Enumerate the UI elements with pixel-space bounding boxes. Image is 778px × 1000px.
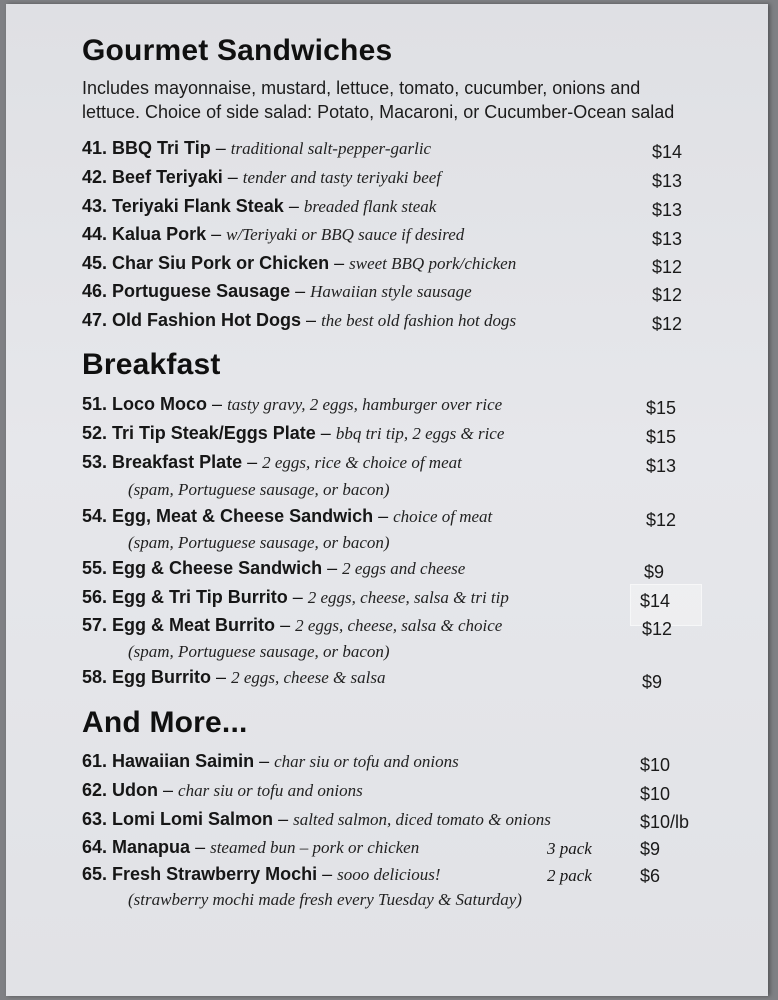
item-name: Egg & Tri Tip Burrito (112, 587, 288, 607)
item-number: 61. (82, 751, 108, 771)
item-price: $14 (640, 591, 671, 611)
menu-item: 42. Beef Teriyaki – tender and tasty teriyaki beef (82, 167, 442, 187)
item-number: 53. (82, 452, 108, 472)
menu-item: 43. Teriyaki Flank Steak – breaded flank steak (82, 196, 437, 216)
item-number: 52. (82, 423, 108, 443)
item-description: sooo delicious! (337, 865, 441, 884)
item-description: steamed bun – pork or chicken (210, 838, 420, 857)
item-name: Char Siu Pork or Chicken (112, 253, 330, 273)
item-description: the best old fashion hot dogs (321, 311, 517, 330)
menu-item: 55. Egg & Cheese Sandwich – 2 eggs and cheese (82, 558, 466, 578)
item-price: $12 (652, 285, 683, 305)
item-name: Loco Moco (112, 394, 208, 414)
sandwiches-intro-line-1: Includes mayonnaise, mustard, lettuce, tomato, cucumber, onions and (82, 78, 641, 98)
sandwiches-intro-line-2: lettuce. Choice of side salad: Potato, Macaroni, or Cucumber-Ocean salad (82, 102, 675, 122)
item-description: 2 eggs, cheese & salsa (231, 668, 386, 687)
menu-item: 63. Lomi Lomi Salmon – salted salmon, diced tomato & onions (82, 809, 551, 829)
item-number: 65. (82, 864, 108, 884)
item-number: 46. (82, 281, 108, 301)
item-price: $12 (642, 619, 673, 639)
item-name: Breakfast Plate (112, 452, 243, 472)
item-number: 51. (82, 394, 108, 414)
menu-item: 54. Egg, Meat & Cheese Sandwich – choice of meat (82, 506, 493, 526)
item-price: $13 (652, 171, 683, 191)
item-number: 55. (82, 558, 108, 578)
menu-item: 46. Portuguese Sausage – Hawaiian style sausage (82, 281, 472, 301)
menu-item: 56. Egg & Tri Tip Burrito – 2 eggs, cheese, salsa & tri tip (82, 587, 509, 607)
item-price: $12 (652, 257, 683, 277)
item-note: (spam, Portuguese sausage, or bacon) (128, 642, 390, 661)
item-name: Tri Tip Steak/Eggs Plate (112, 423, 316, 443)
item-pack-size: 3 pack (547, 839, 592, 858)
item-number: 47. (82, 310, 108, 330)
item-note: (spam, Portuguese sausage, or bacon) (128, 533, 390, 552)
item-price: $9 (642, 672, 663, 692)
item-price: $13 (646, 456, 677, 476)
item-number: 43. (82, 196, 108, 216)
item-description: 2 eggs, cheese, salsa & tri tip (307, 588, 509, 607)
item-number: 58. (82, 667, 108, 687)
item-number: 54. (82, 506, 108, 526)
item-name: Hawaiian Saimin (112, 751, 255, 771)
item-price: $15 (646, 398, 677, 418)
section-heading-sandwiches: Gourmet Sandwiches (82, 34, 393, 67)
menu-item: 62. Udon – char siu or tofu and onions (82, 780, 363, 800)
item-name: BBQ Tri Tip (112, 138, 211, 158)
item-name: Old Fashion Hot Dogs (112, 310, 302, 330)
item-price: $6 (640, 866, 661, 886)
section-heading-breakfast: Breakfast (82, 348, 221, 381)
item-description: tender and tasty teriyaki beef (242, 168, 442, 187)
item-price: $12 (646, 510, 677, 530)
menu-item: 64. Manapua – steamed bun – pork or chicken (82, 837, 420, 857)
item-name: Teriyaki Flank Steak (112, 196, 284, 216)
section-heading-and-more: And More... (82, 706, 248, 739)
item-name: Manapua (112, 837, 191, 857)
item-name: Udon (112, 780, 159, 800)
item-number: 62. (82, 780, 108, 800)
item-price: $10/lb (640, 812, 690, 832)
item-description: breaded flank steak (303, 197, 437, 216)
item-number: 41. (82, 138, 108, 158)
item-description: char siu or tofu and onions (178, 781, 363, 800)
menu-item: 45. Char Siu Pork or Chicken – sweet BBQ pork/chicken (82, 253, 517, 273)
item-description: salted salmon, diced tomato & onions (293, 810, 551, 829)
item-description: traditional salt-pepper-garlic (230, 139, 432, 158)
item-pack-size: 2 pack (547, 866, 592, 885)
item-note: (spam, Portuguese sausage, or bacon) (128, 480, 390, 499)
item-price: $15 (646, 427, 677, 447)
menu-item: 44. Kalua Pork – w/Teriyaki or BBQ sauce if desired (82, 224, 465, 244)
menu-item: 41. BBQ Tri Tip – traditional salt-pepper-garlic (82, 138, 432, 158)
item-name: Egg & Meat Burrito (112, 615, 276, 635)
item-number: 42. (82, 167, 108, 187)
item-price: $13 (652, 229, 683, 249)
menu-item: 65. Fresh Strawberry Mochi – sooo delicious! (82, 864, 441, 884)
item-description: bbq tri tip, 2 eggs & rice (335, 424, 505, 443)
item-note: (strawberry mochi made fresh every Tuesday & Saturday) (128, 890, 522, 909)
item-description: Hawaiian style sausage (310, 282, 472, 301)
item-number: 56. (82, 587, 108, 607)
menu-page (6, 4, 768, 996)
menu-item: 57. Egg & Meat Burrito – 2 eggs, cheese, salsa & choice (82, 615, 503, 635)
menu-item: 53. Breakfast Plate – 2 eggs, rice & choice of meat (82, 452, 462, 472)
item-name: Egg Burrito (112, 667, 212, 687)
menu-item: 58. Egg Burrito – 2 eggs, cheese & salsa (82, 667, 386, 687)
menu-item: 52. Tri Tip Steak/Eggs Plate – bbq tri tip, 2 eggs & rice (82, 423, 505, 443)
item-description: 2 eggs, cheese, salsa & choice (295, 616, 503, 635)
item-price: $9 (640, 839, 661, 859)
item-description: choice of meat (393, 507, 493, 526)
item-price: $12 (652, 314, 683, 334)
item-number: 64. (82, 837, 108, 857)
item-number: 63. (82, 809, 108, 829)
item-description: 2 eggs and cheese (342, 559, 466, 578)
item-name: Fresh Strawberry Mochi (112, 864, 318, 884)
item-number: 44. (82, 224, 108, 244)
item-description: w/Teriyaki or BBQ sauce if desired (226, 225, 465, 244)
item-description: sweet BBQ pork/chicken (349, 254, 517, 273)
item-description: char siu or tofu and onions (274, 752, 459, 771)
menu-item: 61. Hawaiian Saimin – char siu or tofu and onions (82, 751, 459, 771)
item-description: tasty gravy, 2 eggs, hamburger over rice (227, 395, 503, 414)
item-price: $10 (640, 784, 671, 804)
item-name: Egg & Cheese Sandwich (112, 558, 323, 578)
item-name: Lomi Lomi Salmon (112, 809, 274, 829)
item-price: $10 (640, 755, 671, 775)
item-price: $13 (652, 200, 683, 220)
item-price: $14 (652, 142, 683, 162)
item-name: Beef Teriyaki (112, 167, 223, 187)
item-name: Kalua Pork (112, 224, 207, 244)
item-number: 45. (82, 253, 108, 273)
item-price: $9 (644, 562, 665, 582)
menu-item: 47. Old Fashion Hot Dogs – the best old fashion hot dogs (82, 310, 517, 330)
menu-item: 51. Loco Moco – tasty gravy, 2 eggs, hamburger over rice (82, 394, 503, 414)
item-description: 2 eggs, rice & choice of meat (262, 453, 462, 472)
item-name: Egg, Meat & Cheese Sandwich (112, 506, 374, 526)
item-number: 57. (82, 615, 108, 635)
item-name: Portuguese Sausage (112, 281, 291, 301)
